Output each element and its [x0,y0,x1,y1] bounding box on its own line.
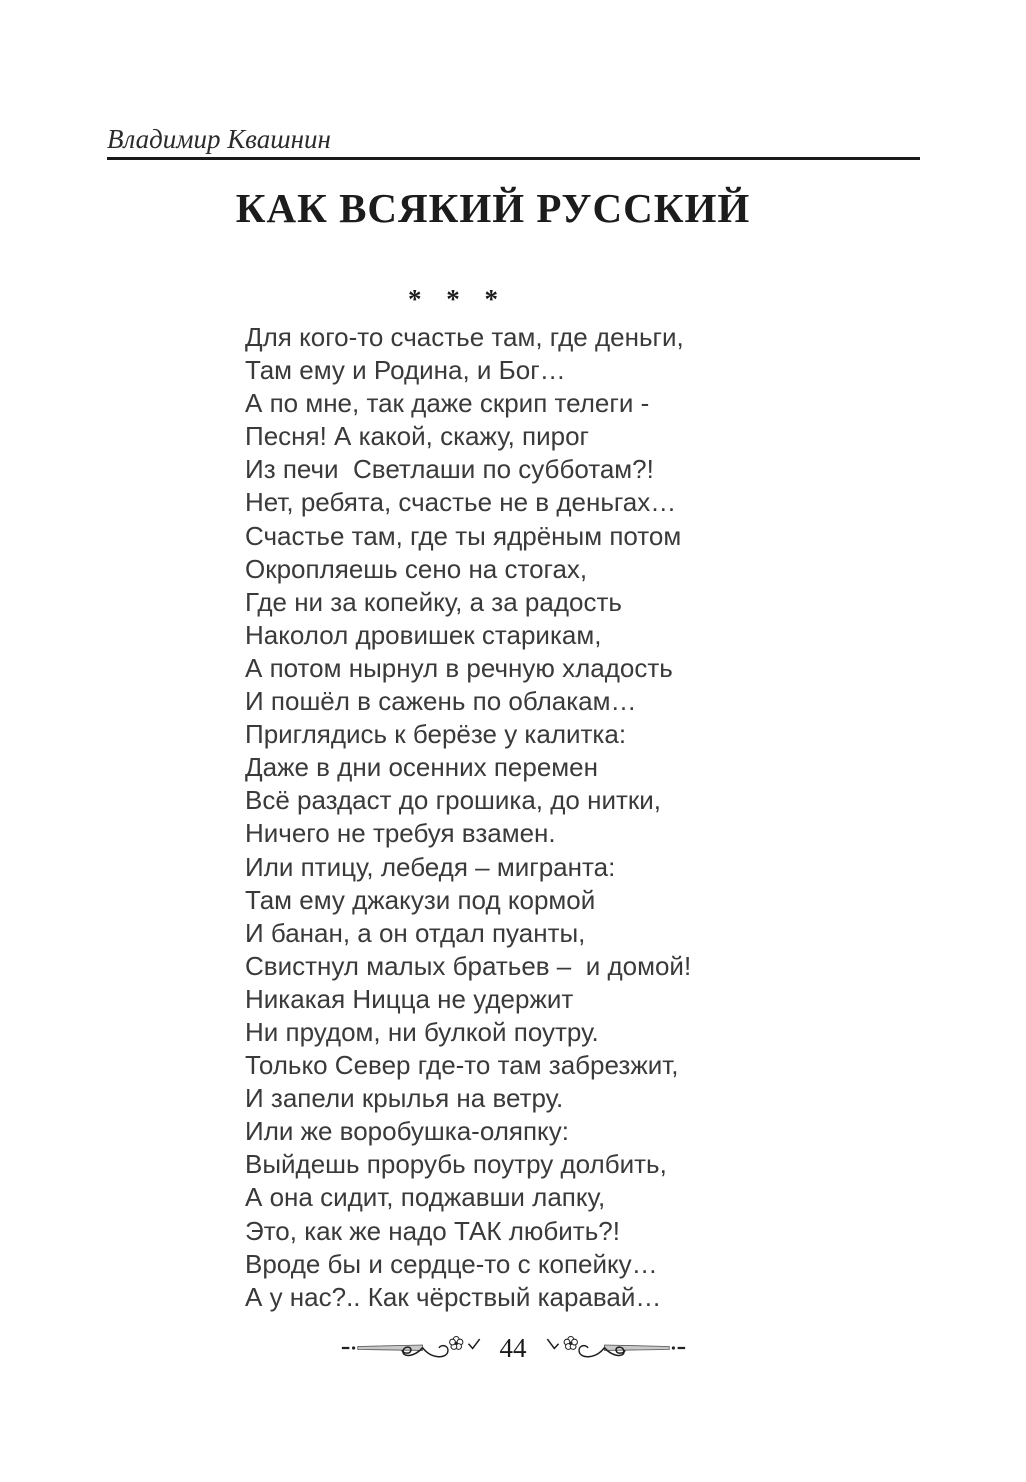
poem-line: Или же воробушка-оляпку: [245,1116,569,1147]
page-number: 44 [499,1332,527,1363]
poem-line: Ни прудом, ни булкой поутру. [245,1016,599,1047]
poem-line: Там ему и Родина, и Бог… [245,355,566,386]
poem-line: Никакая Ницца не удержит [245,983,574,1014]
poem-line: Из печи Светлаши по субботам?! [245,454,654,485]
poem-line: Счастье там, где ты ядрёным потом [245,520,682,551]
poem-line: Это, как же надо ТАК любить?! [245,1215,620,1246]
poem-line: Всё раздаст до грошика, до нитки, [245,785,662,816]
running-header-author: Владимир Квашнин [107,124,331,154]
poem-line: Ничего не требуя взамен. [245,818,556,849]
poem-line: Выйдешь прорубь поутру долбить, [245,1149,667,1180]
poem-line: Или птицу, лебедя – мигранта: [245,851,616,882]
poem-line: Наколол дровишек старикам, [245,619,602,650]
poem-line: Нет, ребята, счастье не в деньгах… [245,487,677,518]
poem-line: Даже в дни осенних перемен [245,752,598,783]
page-footer [0,1332,1026,1364]
poem-line: И банан, а он отдал пуанты, [245,917,586,948]
poem-line: Вроде бы и сердце-то с копейку… [245,1248,658,1279]
poem-line: Для кого-то счастье там, где деньги, [245,322,684,352]
stanza-separator: * * * [408,284,507,314]
poem-line: Свистнул малых братьев – и домой! [245,950,692,981]
poem-line: А у нас?.. Как чёрствый каравай… [245,1281,662,1312]
poem-line: И запели крылья на ветру. [245,1083,564,1114]
footer-flourish-right-icon [537,1332,687,1364]
poem-line: Приглядись к берёзе у калитка: [245,719,627,750]
poem-line: Окропляешь сено на стогах, [245,553,588,584]
poem-line: Только Север где-то там забрезжит, [245,1050,679,1081]
poem-text [245,321,691,1314]
poem-line: А по мне, так даже скрип телеги - [245,388,650,419]
poem-line: Там ему джакузи под кормой [245,884,596,915]
footer-flourish-left-icon [340,1332,490,1364]
poem-line: Где ни за копейку, а за радость [245,586,622,617]
poem-line: А она сидит, поджавши лапку, [245,1182,606,1213]
poem-line: Песня! А какой, скажу, пирог [245,421,590,452]
poem-title: КАК ВСЯКИЙ РУССКИЙ [235,185,751,231]
poem-line: И пошёл в сажень по облакам… [245,686,637,717]
header-rule [107,157,920,160]
poem-line: А потом нырнул в речную хладость [245,652,673,683]
